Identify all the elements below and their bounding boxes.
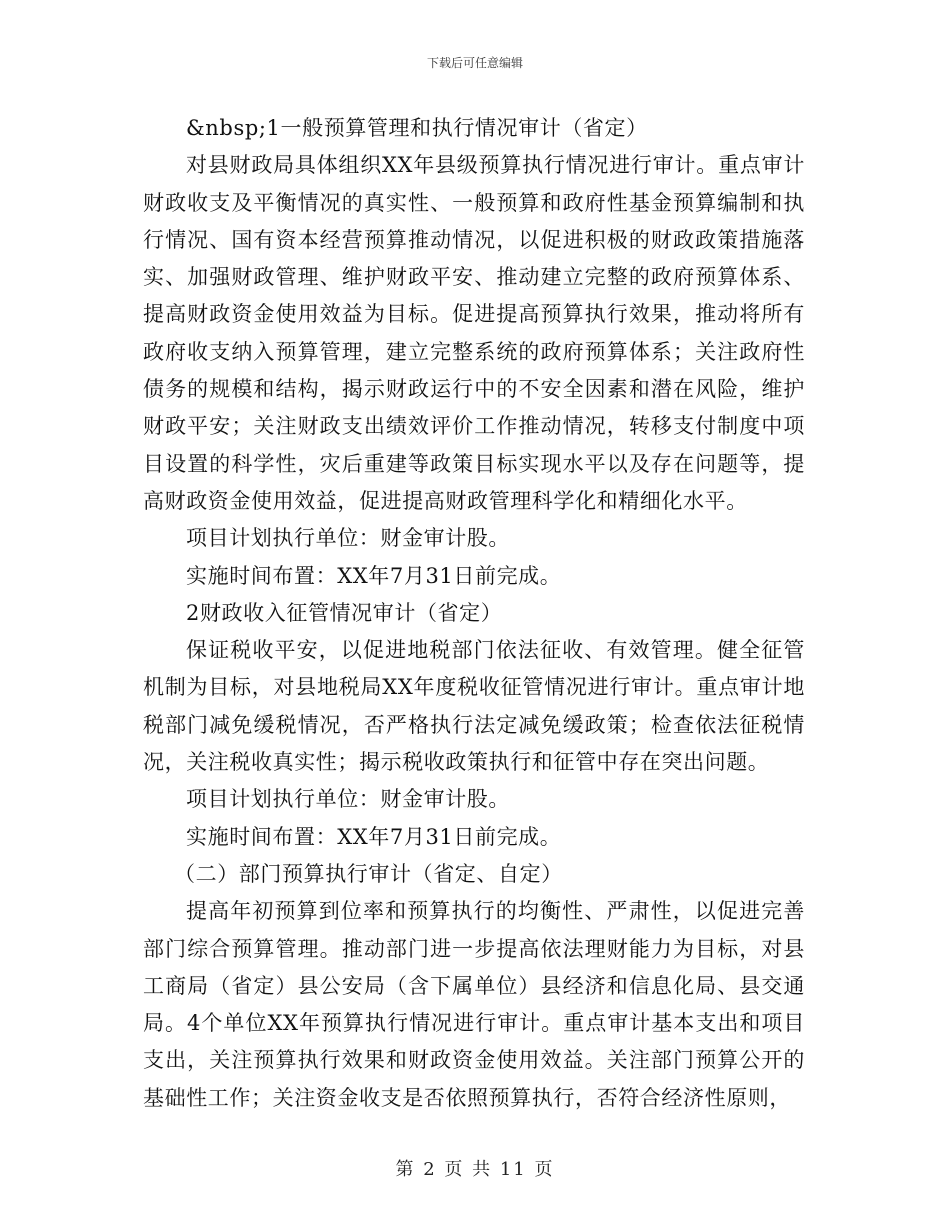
section-heading-revenue-audit: 2财政收入征管情况审计（省定）	[186, 600, 503, 625]
paragraph-revenue-audit-body: 保证税收平安，以促进地税部门依法征收、有效管理。健全征管机制为目标，对县地税局XX年度税收征管情况进行审计。重点审计地税部门减免缓税情况，否严格执行法定减免缓政策；检查依法征税情况，关注税收真实性；揭示税收政策执行和征管中存在突出问题。	[143, 638, 805, 775]
paragraph-department-audit-body: 提高年初预算到位率和预算执行的均衡性、严肃性，以促进完善部门综合预算管理。推动部门进一步提高依法理财能力为目标，对县工商局（省定）县公安局（含下属单位）县经济和信息化局、县交通局。4个单位XX年预算执行情况进行审计。重点审计基本支出和项目支出，关注预算执行效果和财政资金使用效益。关注部门预算公开的基础性工作；关注资金收支是否依照预算执行，否符合经济性原则，	[143, 899, 805, 1110]
section-heading-budget-audit: &nbsp;1一般预算管理和执行情况审计（省定）	[186, 116, 648, 140]
paragraph-budget-audit-body: 对县财政局具体组织XX年县级预算执行情况进行审计。重点审计财政收支及平衡情况的真实性、一般预算和政府性基金预算编制和执行情况、国有资本经营预算推动情况，以促进积极的财政政策措施落实、加强财政管理、维护财政平安、推动建立完整的政府预算体系、提高财政资金使用效益为目标。促进提高预算执行效果，推动将所有政府收支纳入预算管理，建立完整系统的政府预算体系；关注政府性债务的规模和结构，揭示财政运行中的不安全因素和潜在风险，维护财政平安；关注财政支出绩效评价工作推动情况，转移支付制度中项目设置的科学性，灾后重建等政策目标实现水平以及存在问题等，提高财政资金使用效益，促进提高财政管理科学化和精细化水平。	[143, 153, 805, 513]
section-heading-department-audit: （二）部门预算执行审计（省定、自定）	[174, 861, 563, 886]
page-header-note: 下载后可任意编辑	[426, 56, 523, 70]
paragraph-execution-unit: 项目计划执行单位：财金审计股。	[186, 787, 510, 812]
paragraph-schedule: 实施时间布置：XX年7月31日前完成。	[186, 563, 562, 588]
page-number-footer: 第 2 页 共 11 页	[395, 1159, 555, 1180]
document-body	[143, 110, 805, 1117]
paragraph-execution-unit: 项目计划执行单位：财金审计股。	[186, 526, 510, 551]
paragraph-schedule: 实施时间布置：XX年7月31日前完成。	[186, 824, 562, 849]
